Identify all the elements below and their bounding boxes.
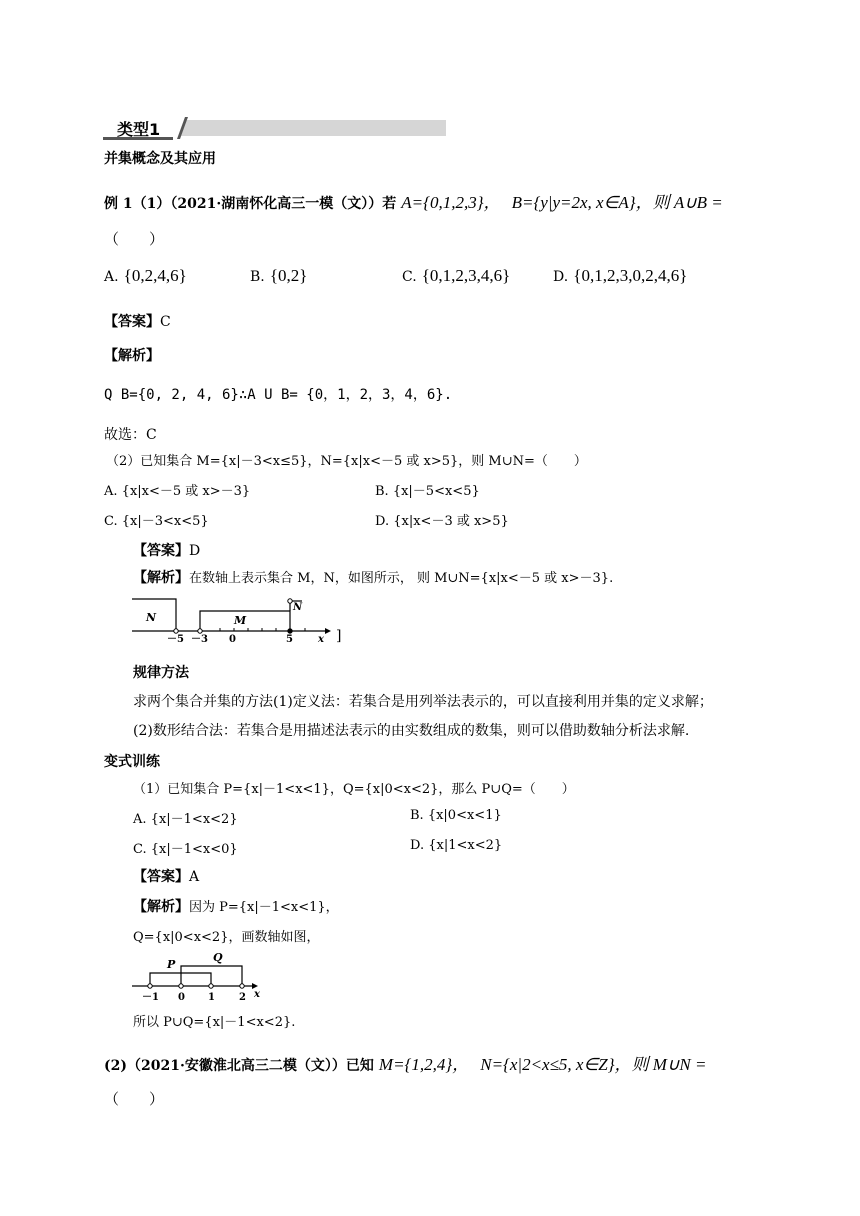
- variant-q1-analysis: 【解析】因为 P={x|－1<x<1}，: [133, 899, 339, 915]
- example1-q1-analysis-tag: 【解析】: [104, 348, 160, 364]
- bracket: ]: [336, 628, 342, 644]
- example1-q2-option-c: C. {x|－3<x<5}: [104, 514, 209, 529]
- type-banner-label: 类型1: [117, 120, 161, 139]
- variant-q1-option-a: A. {x|－1<x<2}: [133, 812, 238, 827]
- number-line-p-q: [130, 950, 270, 1006]
- tick-label-neg5: －5: [167, 634, 184, 644]
- section-title: 并集概念及其应用: [104, 151, 216, 167]
- variant-q1-answer: 【答案】A: [133, 869, 200, 885]
- example1-q2-answer: 【答案】D: [133, 543, 201, 559]
- method-title: 规律方法: [133, 665, 189, 681]
- variant-q1-stem: （1）已知集合 P={x|－1<x<1}，Q={x|0<x<2}，那么 P∪Q=（ ）: [133, 782, 575, 797]
- example1-q1-analysis-text: Q B={0, 2, 4, 6}∴A U B= {0，1，2，3，4，6}.: [104, 387, 453, 403]
- example1-q1-option-b: B. {0,2}: [250, 266, 308, 285]
- variant-q1-option-d: D. {x|1<x<2}: [410, 838, 503, 853]
- example1-q1-option-d: D. {0,1,2,3,0,2,4,6}: [553, 266, 688, 285]
- example1-q2-stem: （2）已知集合 M={x|－3<x≤5}，N={x|x<－5 或 x>5}，则 M∪N=（ ）: [106, 454, 587, 469]
- axis-var: x: [254, 989, 260, 1000]
- number-line-m-n: [130, 596, 360, 644]
- variant-q1-analysis-line2: Q={x|0<x<2}，画数轴如图，: [133, 930, 320, 945]
- example1-q2-option-a: A. {x|x<－5 或 x>－3}: [104, 484, 251, 499]
- tick-label-neg3: －3: [191, 634, 208, 644]
- tick-label-5: 5: [286, 634, 293, 644]
- example1-q1-answer: 【答案】C: [104, 314, 171, 330]
- variant-q2-paren: （ ）: [104, 1090, 165, 1108]
- tick-label-neg1: －1: [142, 992, 159, 1003]
- example1-q1-paren: （ ）: [104, 230, 165, 248]
- set-m-label: M: [234, 614, 247, 627]
- tick-label-0: 0: [178, 992, 185, 1003]
- method-line-2: (2)数形结合法：若集合是用描述法表示的由实数组成的数集，则可以借助数轴分析法求解.: [133, 723, 690, 739]
- example1-q1-stem: 例 1（1）（2021·湖南怀化高三一模（文））若 A={0,1,2,3}， B={y|y=2x, x∈A}，则 A∪B =: [104, 193, 723, 212]
- example1-q2-option-b: B. {x|－5<x<5}: [375, 484, 480, 499]
- set-q-label: Q: [213, 951, 223, 964]
- variant-title: 变式训练: [104, 754, 160, 770]
- variant-q1-option-c: C. {x|－1<x<0}: [133, 842, 238, 857]
- example1-q1-option-c: C. {0,1,2,3,4,6}: [402, 266, 511, 285]
- example1-q2-option-d: D. {x|x<－3 或 x>5}: [375, 514, 509, 529]
- tick-label-0: 0: [229, 634, 236, 644]
- example1-q2-analysis: 【解析】在数轴上表示集合 M，N，如图所示， 则 M∪N={x|x<－5 或 x>－3}.: [133, 570, 614, 586]
- variant-q2-stem: (2)（2021·安徽淮北高三二模（文））已知 M={1,2,4}， N={x|2<x≤5, x∈Z}，则 M∪N =: [104, 1055, 707, 1074]
- set-n-label-left: N: [146, 611, 157, 624]
- example1-q1-choose: 故选：C: [104, 427, 157, 443]
- set-p-label: P: [167, 958, 176, 971]
- variant-q1-conclusion: 所以 P∪Q={x|－1<x<2}.: [133, 1015, 296, 1030]
- example1-q1-option-a: A. {0,2,4,6}: [104, 266, 187, 285]
- type-banner: [103, 117, 446, 137]
- tick-label-2: 2: [239, 992, 246, 1003]
- axis-var: x: [318, 634, 324, 644]
- set-n-label-right: N: [293, 602, 303, 613]
- tick-label-1: 1: [208, 992, 215, 1003]
- variant-q1-option-b: B. {x|0<x<1}: [410, 808, 502, 823]
- method-line-1: 求两个集合并集的方法(1)定义法：若集合是用列举法表示的，可以直接利用并集的定义求解；: [133, 694, 713, 710]
